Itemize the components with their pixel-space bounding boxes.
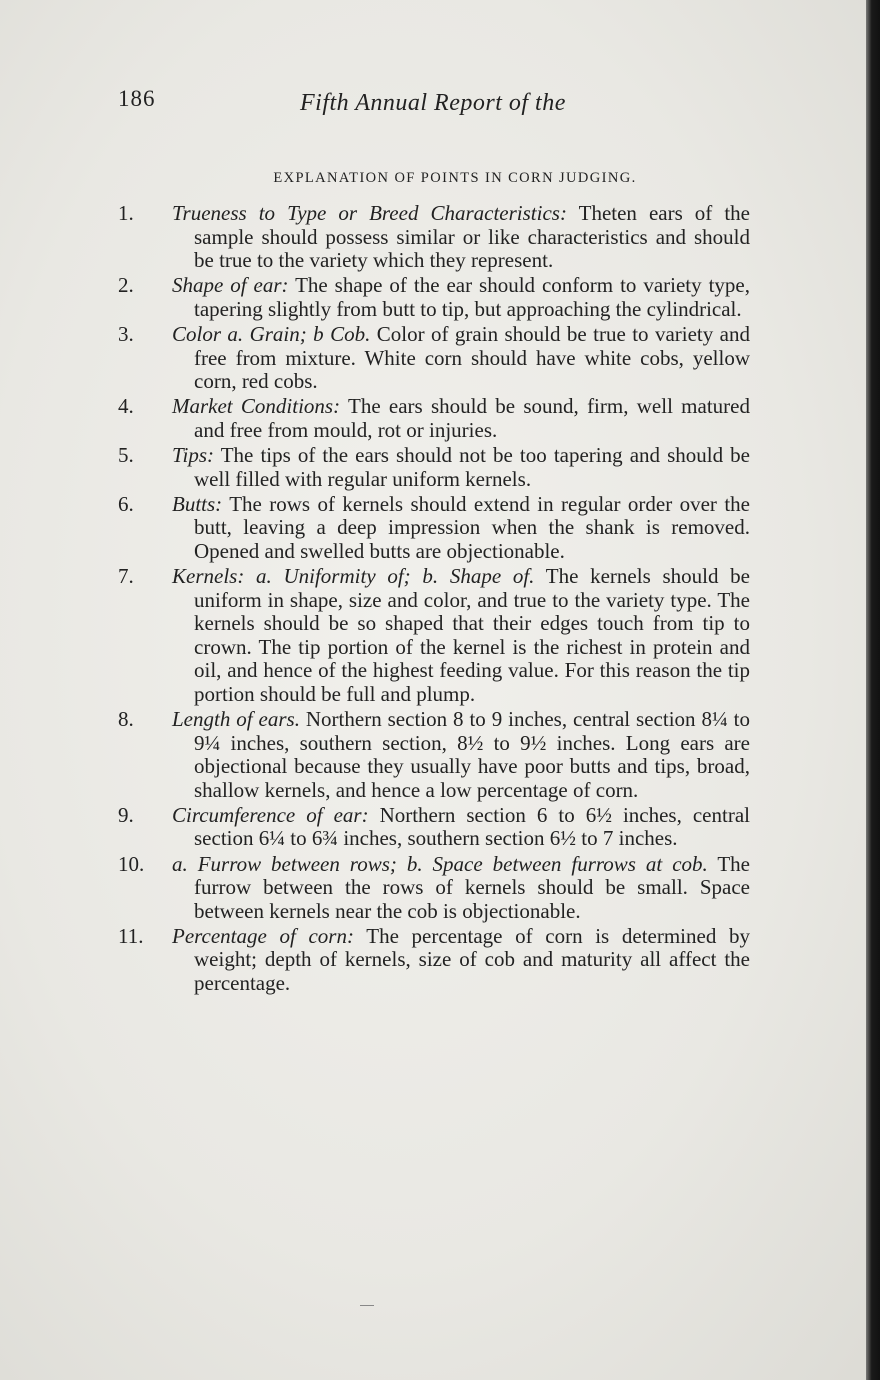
item-number: 6. [118, 491, 134, 516]
list-item [118, 493, 750, 564]
item-text: The furrow between the rows of kernels should be small. Space between kernels near the cob is objectionable. [194, 851, 750, 923]
item-heading: Percentage of corn: [172, 923, 354, 948]
item-heading: Trueness to Type or Breed Characteristics: [172, 201, 567, 225]
list-item [118, 274, 750, 321]
item-text: The rows of kernels should extend in regular order over the butt, leaving a deep impression when the shank is removed. Opened and swelled butts are objectionable. [194, 491, 750, 563]
list-item [118, 323, 750, 394]
item-heading: Shape of ear: [172, 273, 289, 298]
list-item [118, 202, 750, 273]
list-item [118, 444, 750, 491]
item-number: 4. [118, 394, 134, 419]
item-number: 11. [118, 923, 144, 948]
item-number: 1. [118, 201, 134, 225]
item-text: The tips of the ears should not be too tapering and should be well filled with regular uniform kernels. [194, 442, 750, 491]
item-number: 2. [118, 273, 134, 298]
list-item [118, 853, 750, 924]
book-binding-edge [866, 0, 880, 1380]
item-heading: Color a. Grain; b Cob. [172, 321, 371, 346]
item-text: Color of grain should be true to variety and free from mixture. White corn should have white cobs, yellow corn, red cobs. [194, 321, 751, 394]
item-text: The kernels should be uniform in shape, size and color, and true to the variety type. The kernels should be so shaped that their edges touch from tip to crown. The tip portion of the kernel is the richest in protein and oil, and hence of the highest feeding value. For this reason the tip portion should be full and plump. [194, 563, 750, 706]
item-number: 9. [118, 802, 134, 827]
item-number: 3. [118, 321, 134, 346]
item-heading: Kernels: a. Uniformity of; b. Shape of. [172, 563, 535, 588]
item-number: 8. [118, 706, 134, 731]
item-text: Theten ears of the sample should possess similar or like characteristics and should be true to the variety which they represent. [194, 201, 750, 273]
item-text: Northern section 6 to 6½ inches, central section 6¼ to 6¾ inches, southern section 6½ to 7 inches. [194, 802, 750, 851]
list-item [118, 565, 750, 707]
item-text: The shape of the ear should conform to variety type, tapering slightly from butt to tip, but approaching the cylindrical. [194, 273, 750, 321]
list-item [118, 395, 750, 442]
item-heading: Market Conditions: [172, 394, 341, 419]
list-item [118, 708, 750, 802]
item-heading: Tips: [172, 442, 215, 467]
list-item [118, 925, 750, 996]
item-number: 10. [118, 851, 145, 876]
item-heading: Circumference of ear: [172, 802, 369, 827]
bottom-rule [360, 1305, 374, 1306]
item-heading: a. Furrow between rows; b. Space between furrows at cob. [172, 851, 708, 876]
judging-points-list [118, 202, 750, 997]
item-text: The percentage of corn is determined by weight; depth of kernels, size of cob and maturity all affect the percentage. [194, 923, 750, 995]
list-item [118, 804, 750, 851]
item-number: 7. [118, 563, 134, 588]
item-heading: Butts: [172, 491, 223, 516]
section-title: EXPLANATION OF POINTS IN CORN JUDGING. [273, 170, 637, 186]
running-head: Fifth Annual Report of the [300, 90, 566, 116]
item-heading: Length of ears. [172, 706, 300, 731]
item-text: The ears should be sound, firm, well matured and free from mould, rot or injuries. [194, 394, 750, 442]
page-number: 186 [118, 86, 156, 111]
item-number: 5. [118, 442, 134, 467]
item-text: Northern section 8 to 9 inches, central section 8¼ to 9¼ inches, southern section, 8½ to 9½ inches. Long ears are objectional because they usually have poor butts and tips, broad, shallow kernels, and hence a low percentage of corn. [194, 706, 750, 802]
